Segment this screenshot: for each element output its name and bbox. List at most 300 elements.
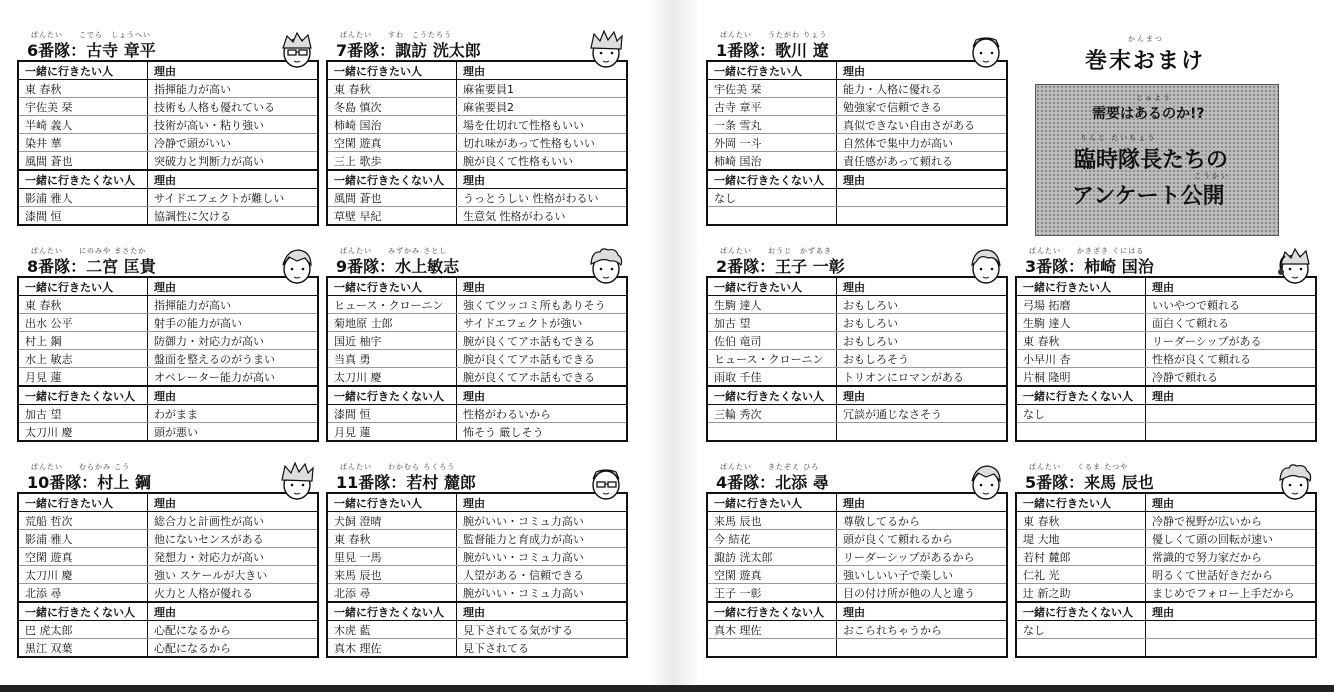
member-reason: 防御力・対応力が高い	[148, 332, 319, 350]
member-reason: 人望がある・信頼できる	[457, 566, 628, 584]
table-row	[327, 314, 627, 332]
survey-table	[706, 60, 1008, 226]
table-row	[327, 116, 627, 134]
not-want-header: 一緒に行きたくない人	[1016, 602, 1146, 621]
table-row	[707, 423, 1007, 442]
table-row	[707, 116, 1007, 134]
table-row	[18, 566, 318, 584]
member-name: 風間 蒼也	[18, 152, 148, 171]
not-want-header: 一緒に行きたくない人	[327, 602, 457, 621]
table-row	[327, 423, 627, 442]
member-name: 宇佐美 栞	[18, 98, 148, 116]
squad-title-ruby: ばんたい うたがわ りょう	[720, 31, 828, 39]
table-row	[18, 423, 318, 442]
squad-title: 7番隊：諏訪 洸太郎	[336, 41, 481, 60]
member-reason: 見下されてる	[457, 639, 628, 658]
spiky-hair-face-icon	[586, 30, 626, 70]
member-reason: 麻雀要員1	[457, 80, 628, 98]
member-name: 王子 一彰	[707, 584, 837, 603]
member-name: なし	[707, 189, 837, 207]
banner-line1: 需要はあるのか!?	[1092, 106, 1205, 122]
reason-header: 理由	[837, 277, 1008, 296]
member-reason: 優しくて頭の回転が速い	[1146, 530, 1317, 548]
member-name: 外岡 一斗	[707, 134, 837, 152]
want-header: 一緒に行きたい人	[18, 493, 148, 512]
member-reason: 技術も人格も優れている	[148, 98, 319, 116]
member-name: 東 春秋	[1016, 332, 1146, 350]
member-reason	[1146, 423, 1317, 442]
survey-table	[1015, 492, 1317, 658]
table-row	[18, 405, 318, 423]
member-name: 犬飼 澄晴	[327, 512, 457, 530]
squad-title-ruby: ばんたい みずかみ さとし	[340, 247, 448, 255]
table-row	[327, 296, 627, 314]
squad-title-ruby: ばんたい くるま たつや	[1029, 463, 1129, 471]
table-row	[1016, 530, 1316, 548]
squad-title-ruby: ばんたい かきざき くにはる	[1029, 247, 1145, 255]
not-want-header-row	[707, 602, 1007, 621]
member-reason: 腕がいい・コミュ力高い	[457, 584, 628, 603]
table-row	[18, 296, 318, 314]
member-reason: おもしろい	[837, 332, 1008, 350]
not-want-header: 一緒に行きたくない人	[707, 386, 837, 405]
table-row	[18, 152, 318, 171]
table-row	[18, 548, 318, 566]
member-reason: おこられちゃうから	[837, 621, 1008, 639]
table-row	[327, 584, 627, 603]
member-name: 月見 蓮	[327, 423, 457, 442]
want-header-row	[707, 277, 1007, 296]
want-header: 一緒に行きたい人	[1016, 493, 1146, 512]
squad-header	[17, 246, 319, 276]
reason-header: 理由	[457, 277, 628, 296]
squad-title: 6番隊：古寺 章平	[27, 41, 156, 60]
reason-header: 理由	[837, 602, 1008, 621]
squad-title-ruby: ばんたい わかむら ろくろう	[340, 463, 456, 471]
page-gutter	[648, 0, 700, 692]
table-row	[1016, 548, 1316, 566]
reason-header: 理由	[1146, 493, 1317, 512]
table-row	[707, 584, 1007, 603]
table-row	[18, 98, 318, 116]
squad-title: 8番隊：二宮 匡貴	[27, 257, 156, 276]
want-header: 一緒に行きたい人	[707, 277, 837, 296]
survey-table	[706, 492, 1008, 658]
squad-header	[706, 246, 1008, 276]
member-name: 生駒 達人	[1016, 314, 1146, 332]
table-row	[707, 296, 1007, 314]
squad-block-2	[706, 246, 1008, 442]
member-reason	[837, 189, 1008, 207]
member-reason: 尊敬してるから	[837, 512, 1008, 530]
squad-header	[706, 30, 1008, 60]
want-header-row	[1016, 277, 1316, 296]
squad-block-6	[17, 30, 319, 226]
member-reason: 腕がいい・コミュ力高い	[457, 548, 628, 566]
member-reason: おもしろそう	[837, 350, 1008, 368]
member-name: 来馬 辰也	[707, 512, 837, 530]
short-hair-face-icon	[966, 30, 1006, 70]
want-header-row	[707, 61, 1007, 80]
squad-title-ruby: ばんたい すわ こうたろう	[340, 31, 452, 39]
member-name: 北添 尋	[327, 584, 457, 603]
want-header: 一緒に行きたい人	[327, 61, 457, 80]
member-name: 空閑 遊真	[18, 548, 148, 566]
reason-header: 理由	[457, 602, 628, 621]
reason-header: 理由	[1146, 386, 1317, 405]
member-reason: 射手の能力が高い	[148, 314, 319, 332]
squad-title-ruby: ばんたい にのみや まさたか	[31, 247, 147, 255]
member-reason: 怖そう 厳しそう	[457, 423, 628, 442]
reason-header: 理由	[1146, 602, 1317, 621]
member-reason: 見下されてる気がする	[457, 621, 628, 639]
member-reason: 火力と人格が優れる	[148, 584, 319, 603]
glasses-spiky-face-icon	[586, 462, 626, 502]
member-name: 加古 望	[18, 405, 148, 423]
squad-block-9	[326, 246, 628, 442]
member-reason: 場を仕切れて性格もいい	[457, 116, 628, 134]
squad-title: 11番隊：若村 麓郎	[336, 473, 476, 492]
member-reason: 責任感があって頼れる	[837, 152, 1008, 171]
member-name: ヒュース・クローニン	[327, 296, 457, 314]
squad-block-8	[17, 246, 319, 442]
member-reason: 心配になるから	[148, 621, 319, 639]
not-want-header-row	[707, 386, 1007, 405]
member-reason: トリオンにロマンがある	[837, 368, 1008, 387]
member-reason: 総合力と計画性が高い	[148, 512, 319, 530]
squad-header	[326, 462, 628, 492]
member-reason: 勉強家で信頼できる	[837, 98, 1008, 116]
table-row	[1016, 584, 1316, 603]
member-reason: 腕が良くてアホ話もできる	[457, 350, 628, 368]
member-name: 東 春秋	[1016, 512, 1146, 530]
squad-title-ruby: ばんたい こでら しょうへい	[31, 31, 151, 39]
member-reason: 腕が良くてアホ話もできる	[457, 368, 628, 387]
table-row	[707, 368, 1007, 387]
member-name: 影浦 雅人	[18, 189, 148, 207]
round-face-icon	[966, 462, 1006, 502]
member-name: 空閑 遊真	[707, 566, 837, 584]
glasses-face-icon	[277, 30, 317, 70]
member-reason: サイドエフェクトが難しい	[148, 189, 319, 207]
short-spiky-face-icon	[277, 462, 317, 502]
table-row	[1016, 405, 1316, 423]
banner-line2: 臨時隊長たちの	[1074, 148, 1229, 173]
member-name: 仁礼 光	[1016, 566, 1146, 584]
survey-table	[706, 276, 1008, 442]
member-name: 国近 柚宇	[327, 332, 457, 350]
not-want-header: 一緒に行きたくない人	[18, 170, 148, 189]
member-reason: 目の付け所が他の人と違う	[837, 584, 1008, 603]
curly-hair-face-icon	[586, 246, 626, 286]
member-reason: 冷静で頭がいい	[148, 134, 319, 152]
not-want-header: 一緒に行きたくない人	[1016, 386, 1146, 405]
squad-title-ruby: ばんたい きたぞえ ひろ	[720, 463, 820, 471]
member-name: 諏訪 洸太郎	[707, 548, 837, 566]
squad-title-ruby: ばんたい おうじ かずあき	[720, 247, 832, 255]
member-name: 太刀川 慶	[18, 566, 148, 584]
table-row	[327, 80, 627, 98]
member-name: 古寺 章平	[707, 98, 837, 116]
member-reason	[837, 639, 1008, 658]
member-name: 冬島 慎次	[327, 98, 457, 116]
member-reason: 突破力と判断力が高い	[148, 152, 319, 171]
member-reason: 腕が良くてアホ話もできる	[457, 332, 628, 350]
banner-line2-ruby: りんじ たいちょう	[1080, 134, 1157, 142]
table-row	[327, 189, 627, 207]
member-name: 菊地原 士郎	[327, 314, 457, 332]
reason-header: 理由	[148, 277, 319, 296]
member-reason	[1146, 621, 1317, 639]
member-name: ヒュース・クローニン	[707, 350, 837, 368]
not-want-header: 一緒に行きたくない人	[707, 602, 837, 621]
member-name: 雨取 千佳	[707, 368, 837, 387]
table-row	[1016, 566, 1316, 584]
table-row	[327, 98, 627, 116]
bonus-title: 巻末おまけ	[1085, 49, 1206, 74]
member-name: 柿崎 国治	[327, 116, 457, 134]
table-row	[327, 548, 627, 566]
table-row	[327, 350, 627, 368]
table-row	[18, 368, 318, 387]
table-row	[18, 621, 318, 639]
member-name: 風間 蒼也	[327, 189, 457, 207]
table-row	[18, 512, 318, 530]
table-row	[327, 207, 627, 226]
table-row	[327, 639, 627, 658]
member-reason: 麻雀要員2	[457, 98, 628, 116]
member-reason: 切れ味があって性格もいい	[457, 134, 628, 152]
table-row	[327, 332, 627, 350]
member-name: 北添 尋	[18, 584, 148, 603]
squad-block-11	[326, 462, 628, 658]
squad-title: 5番隊：来馬 辰也	[1025, 473, 1154, 492]
member-reason: 能力・人格に優れる	[837, 80, 1008, 98]
squad-title: 10番隊：村上 鋼	[27, 473, 151, 492]
table-row	[18, 207, 318, 226]
want-header-row	[327, 277, 627, 296]
member-name: 宇佐美 栞	[707, 80, 837, 98]
reason-header: 理由	[148, 170, 319, 189]
squad-header	[1015, 462, 1317, 492]
member-name: 三輪 秀次	[707, 405, 837, 423]
member-reason: リーダーシップがあるから	[837, 548, 1008, 566]
member-reason: 強いしいい子で楽しい	[837, 566, 1008, 584]
member-name: なし	[1016, 621, 1146, 639]
not-want-header-row	[18, 386, 318, 405]
table-row	[18, 332, 318, 350]
member-name: 漆間 恒	[327, 405, 457, 423]
member-name: 東 春秋	[327, 530, 457, 548]
reason-header: 理由	[148, 602, 319, 621]
table-row	[707, 350, 1007, 368]
squad-title: 9番隊：水上敏志	[336, 257, 460, 276]
member-name: 辻 新之助	[1016, 584, 1146, 603]
not-want-header: 一緒に行きたくない人	[327, 170, 457, 189]
member-name: 半崎 義人	[18, 116, 148, 134]
table-row	[707, 314, 1007, 332]
member-name: 小早川 杏	[1016, 350, 1146, 368]
squad-block-7	[326, 30, 628, 226]
table-row	[18, 189, 318, 207]
member-reason: おもしろい	[837, 314, 1008, 332]
member-name: 真木 理佐	[327, 639, 457, 658]
table-row	[327, 134, 627, 152]
not-want-header: 一緒に行きたくない人	[18, 602, 148, 621]
reason-header: 理由	[457, 170, 628, 189]
table-row	[327, 566, 627, 584]
member-reason: 頭が悪い	[148, 423, 319, 442]
member-reason: うっとうしい 性格がわるい	[457, 189, 628, 207]
member-name: 弓場 拓磨	[1016, 296, 1146, 314]
reason-header: 理由	[837, 493, 1008, 512]
table-row	[1016, 350, 1316, 368]
reason-header: 理由	[837, 170, 1008, 189]
member-reason: オペレーター能力が高い	[148, 368, 319, 387]
bottom-border	[0, 685, 1334, 692]
member-name: 三上 歌歩	[327, 152, 457, 171]
member-reason: 自然体で集中力が高い	[837, 134, 1008, 152]
member-reason	[1146, 405, 1317, 423]
member-reason: 強い スケールが大きい	[148, 566, 319, 584]
table-row	[707, 134, 1007, 152]
not-want-header-row	[707, 170, 1007, 189]
banner-line1-ruby: じゅよう	[1136, 94, 1172, 102]
not-want-header-row	[327, 386, 627, 405]
table-row	[707, 566, 1007, 584]
member-name: 村上 鋼	[18, 332, 148, 350]
banner-line3-ruby: こうかい	[1194, 172, 1230, 180]
member-name: なし	[1016, 405, 1146, 423]
table-row	[327, 152, 627, 171]
member-name	[1016, 639, 1146, 658]
squad-title: 1番隊：歌川 遼	[716, 41, 829, 60]
want-header-row	[327, 493, 627, 512]
want-header-row	[1016, 493, 1316, 512]
reason-header: 理由	[148, 61, 319, 80]
squad-header	[17, 462, 319, 492]
member-name: 空閑 遊真	[327, 134, 457, 152]
squad-title-ruby: ばんたい むらかみ こう	[31, 463, 131, 471]
table-row	[1016, 423, 1316, 442]
want-header-row	[707, 493, 1007, 512]
member-name: 太刀川 慶	[327, 368, 457, 387]
member-reason: 冷静で視野が広いから	[1146, 512, 1317, 530]
squad-title: 3番隊：柿崎 国治	[1025, 257, 1154, 276]
member-reason: 生意気 性格がわるい	[457, 207, 628, 226]
member-name: 当真 勇	[327, 350, 457, 368]
squad-header	[17, 30, 319, 60]
not-want-header-row	[327, 170, 627, 189]
member-reason: 指揮能力が高い	[148, 80, 319, 98]
table-row	[18, 116, 318, 134]
member-name: 柿崎 国治	[707, 152, 837, 171]
table-row	[1016, 639, 1316, 658]
member-name: 加古 望	[707, 314, 837, 332]
not-want-header: 一緒に行きたくない人	[707, 170, 837, 189]
not-want-header: 一緒に行きたくない人	[18, 386, 148, 405]
headset-face-icon	[1275, 246, 1315, 286]
want-header-row	[18, 61, 318, 80]
table-row	[1016, 368, 1316, 387]
survey-table	[326, 60, 628, 226]
member-name: 水上 敏志	[18, 350, 148, 368]
member-name: 真木 理佐	[707, 621, 837, 639]
member-reason: サイドエフェクトが強い	[457, 314, 628, 332]
table-row	[18, 530, 318, 548]
table-row	[327, 368, 627, 387]
neat-hair-face-icon	[277, 246, 317, 286]
table-row	[18, 314, 318, 332]
member-name	[707, 423, 837, 442]
squad-block-3	[1015, 246, 1317, 442]
member-reason: 冷静で頼れる	[1146, 368, 1317, 387]
want-header: 一緒に行きたい人	[1016, 277, 1146, 296]
member-name: 漆間 恒	[18, 207, 148, 226]
member-name	[707, 207, 837, 226]
member-name: 太刀川 慶	[18, 423, 148, 442]
table-row	[18, 639, 318, 658]
squad-block-4	[706, 462, 1008, 658]
table-row	[707, 152, 1007, 171]
squad-title: 2番隊：王子 一彰	[716, 257, 845, 276]
survey-table	[1015, 276, 1317, 442]
member-name: 今 結花	[707, 530, 837, 548]
reason-header: 理由	[457, 386, 628, 405]
squad-block-10	[17, 462, 319, 658]
member-name: 月見 蓮	[18, 368, 148, 387]
squad-title: 4番隊：北添 尋	[716, 473, 829, 492]
table-row	[327, 530, 627, 548]
member-name: 里見 一馬	[327, 548, 457, 566]
bonus-banner	[1035, 84, 1279, 236]
squad-header	[326, 246, 628, 276]
member-reason: 腕が良くて性格もいい	[457, 152, 628, 171]
member-reason: 盤面を整えるのがうまい	[148, 350, 319, 368]
member-reason	[837, 207, 1008, 226]
member-name: 若村 麓郎	[1016, 548, 1146, 566]
member-name: 出水 公平	[18, 314, 148, 332]
table-row	[1016, 296, 1316, 314]
member-name: 木虎 藍	[327, 621, 457, 639]
member-name: 草壁 早紀	[327, 207, 457, 226]
member-reason: いいやつで頼れる	[1146, 296, 1317, 314]
member-name: 東 春秋	[18, 296, 148, 314]
survey-table	[17, 492, 319, 658]
table-row	[707, 621, 1007, 639]
member-name: 来馬 辰也	[327, 566, 457, 584]
survey-table	[326, 276, 628, 442]
table-row	[18, 350, 318, 368]
table-row	[707, 548, 1007, 566]
not-want-header-row	[18, 170, 318, 189]
member-name: 堤 大地	[1016, 530, 1146, 548]
want-header-row	[327, 61, 627, 80]
member-reason: 腕がいい・コミュ力高い	[457, 512, 628, 530]
not-want-header: 一緒に行きたくない人	[327, 386, 457, 405]
wavy-hair-face-icon	[966, 246, 1006, 286]
member-reason: 技術が高い・粘り強い	[148, 116, 319, 134]
member-reason: 発想力・対応力が高い	[148, 548, 319, 566]
member-reason: 冗談が通じなさそう	[837, 405, 1008, 423]
member-reason: 常識的で努力家だから	[1146, 548, 1317, 566]
not-want-header-row	[327, 602, 627, 621]
table-row	[18, 80, 318, 98]
reason-header: 理由	[837, 386, 1008, 405]
banner-line3: アンケート公開	[1072, 184, 1225, 209]
reason-header: 理由	[1146, 277, 1317, 296]
member-name	[707, 639, 837, 658]
